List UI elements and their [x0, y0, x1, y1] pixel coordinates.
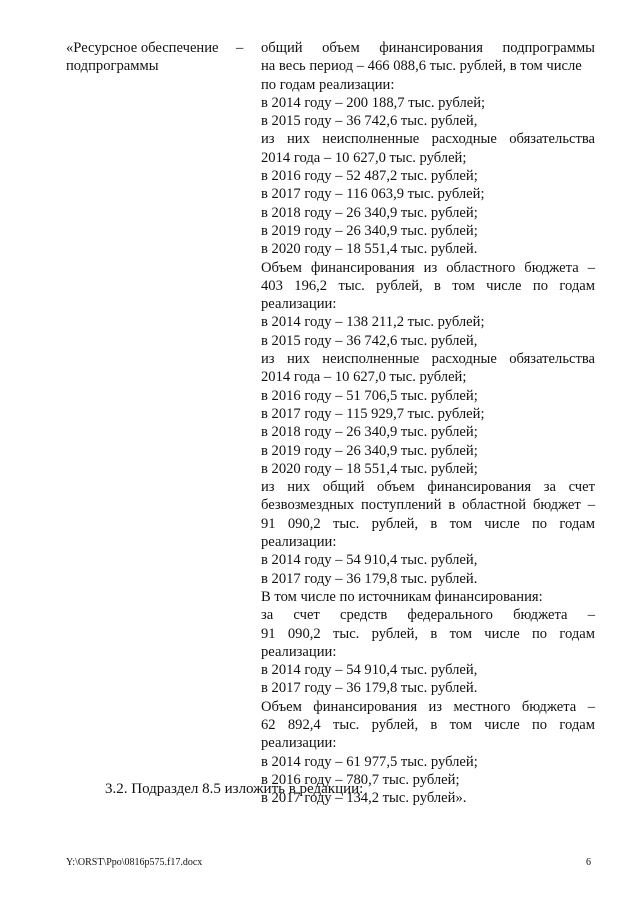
content-line: реализации:: [261, 534, 337, 551]
content-line: Объем финансирования из областного бюджета –: [261, 259, 595, 276]
content-line: в 2017 году – 134,2 тыс. рублей».: [261, 790, 467, 807]
funding-content: [261, 39, 595, 807]
content-line: из них неисполненные расходные обязательства: [261, 351, 595, 368]
content-line: 91 090,2 тыс. рублей, в том числе по годам: [261, 625, 595, 642]
content-line: в 2014 году – 200 188,7 тыс. рублей;: [261, 94, 486, 111]
content-line: в 2019 году – 26 340,9 тыс. рублей;: [261, 442, 478, 459]
label-dash: –: [236, 40, 244, 56]
content-line: в 2014 году – 54 910,4 тыс. рублей,: [261, 662, 478, 679]
content-line: в 2014 году – 54 910,4 тыс. рублей,: [261, 552, 478, 569]
content-line: реализации:: [261, 296, 337, 313]
instruction-text: 3.2. Подраздел 8.5 изложить в редакции:: [105, 781, 364, 797]
content-line: 91 090,2 тыс. рублей, в том числе по годам: [261, 515, 595, 532]
content-line: из них общий объем финансирования за счет: [261, 479, 595, 496]
resource-label-line-2: подпрограммы: [66, 58, 159, 75]
content-line: в 2017 году – 36 179,8 тыс. рублей.: [261, 570, 478, 587]
content-line: в 2017 году – 36 179,8 тыс. рублей.: [261, 680, 478, 697]
content-line: 2014 года – 10 627,0 тыс. рублей;: [261, 369, 467, 386]
content-line: в 2016 году – 52 487,2 тыс. рублей;: [261, 168, 478, 185]
content-line: в 2015 году – 36 742,6 тыс. рублей,: [261, 332, 478, 349]
content-line: в 2019 году – 26 340,9 тыс. рублей;: [261, 222, 478, 239]
content-line: в 2016 году – 780,7 тыс. рублей;: [261, 771, 460, 788]
content-line: за счет средств федерального бюджета –: [261, 607, 595, 624]
resource-label-line-1: «Ресурсное обеспечение: [66, 40, 219, 56]
content-line: в 2018 году – 26 340,9 тыс. рублей;: [261, 424, 478, 441]
page-number: 6: [586, 857, 591, 868]
content-line: безвозмездных поступлений в областной бюджет –: [261, 497, 595, 514]
content-line: в 2018 году – 26 340,9 тыс. рублей;: [261, 204, 478, 221]
content-line: в 2017 году – 116 063,9 тыс. рублей;: [261, 186, 485, 203]
content-line: реализации:: [261, 643, 337, 660]
content-line: 403 196,2 тыс. рублей, в том числе по годам: [261, 277, 595, 294]
content-line: общий объем финансирования подпрограммы: [261, 40, 595, 56]
content-line: реализации:: [261, 735, 337, 752]
content-line: в 2017 году – 115 929,7 тыс. рублей;: [261, 405, 485, 422]
content-line: из них неисполненные расходные обязательства: [261, 131, 595, 148]
content-line: В том числе по источникам финансирования:: [261, 588, 543, 605]
content-line: в 2014 году – 61 977,5 тыс. рублей;: [261, 753, 478, 770]
content-line: на весь период – 466 088,6 тыс. рублей, в том числе: [261, 58, 582, 75]
content-line: 62 892,4 тыс. рублей, в том числе по годам: [261, 716, 595, 733]
content-line: в 2020 году – 18 551,4 тыс. рублей;: [261, 460, 478, 477]
content-line: Объем финансирования из местного бюджета –: [261, 698, 595, 715]
resource-label: [66, 39, 246, 76]
content-line: 2014 года – 10 627,0 тыс. рублей;: [261, 149, 467, 166]
content-line: в 2015 году – 36 742,6 тыс. рублей,: [261, 113, 478, 130]
content-line: в 2020 году – 18 551,4 тыс. рублей.: [261, 241, 478, 258]
content-line: по годам реализации:: [261, 76, 395, 93]
content-line: в 2016 году – 51 706,5 тыс. рублей;: [261, 387, 478, 404]
content-line: в 2014 году – 138 211,2 тыс. рублей;: [261, 314, 485, 331]
footer-file-path: Y:\ORST\Ppo\0816p575.f17.docx: [66, 857, 203, 868]
